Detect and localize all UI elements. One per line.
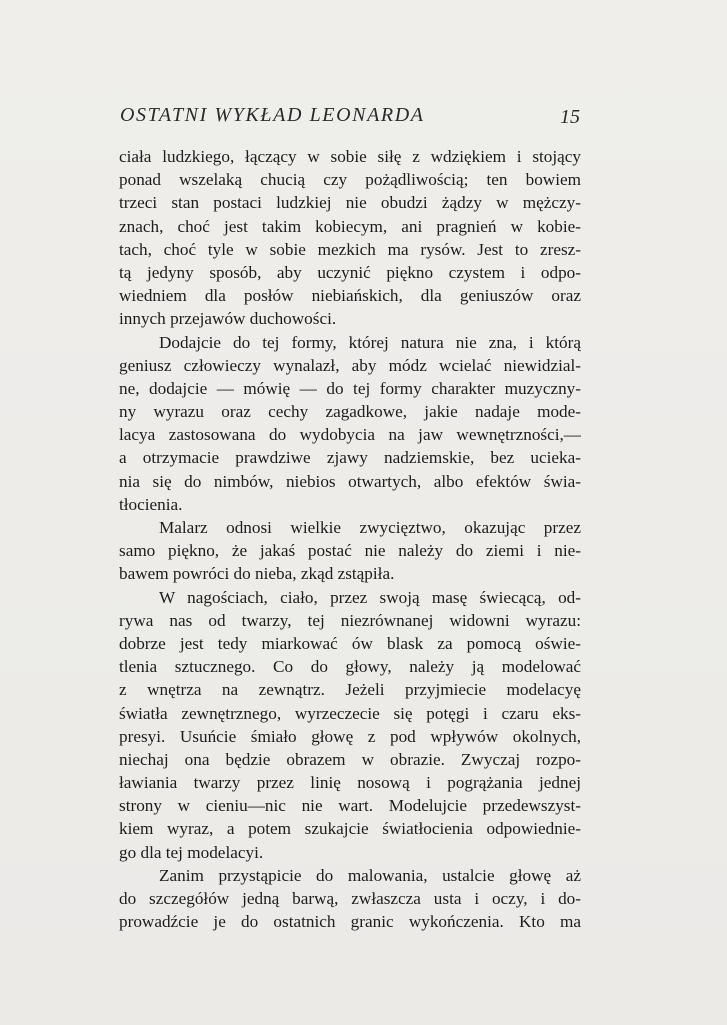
text-line: wiedniem dla posłów niebiańskich, dla geniuszów oraz <box>119 286 581 306</box>
text-line: ławiania twarzy przez linię nosową i pogrążania jednej <box>119 773 581 793</box>
text-line: go dla tej modelacyi. <box>119 842 264 862</box>
page-number: 15 <box>560 106 580 128</box>
text-line: do szczegółów jedną barwą, zwłaszcza usta i oczy, i do- <box>119 889 581 908</box>
text-line: ciała ludzkiego, łączący w sobie siłę z wdziękiem i stojący <box>119 147 581 166</box>
text-line: ny wyrazu oraz cechy zagadkowe, jakie nadaje mode- <box>119 402 581 422</box>
text-line: rywa nas od twarzy, tej niezrównanej widowni wyrazu: <box>119 610 581 630</box>
text-line: nia się do nimbów, niebios otwartych, albo efektów świa- <box>119 471 581 491</box>
text-line: geniusz człowieczy wynalazł, aby módz wcielać niewidzial- <box>119 355 581 375</box>
text-line: z wnętrza na zewnątrz. Jeżeli przyjmiecie modelacyę <box>119 680 581 700</box>
page-header <box>120 104 580 134</box>
text-line: ne, dodajcie — mówię — do tej formy charakter muzyczny- <box>119 378 581 398</box>
text-line: a otrzymacie prawdziwe zjawy nadziemskie, bez ucieka- <box>119 448 581 468</box>
text-line: trzeci stan postaci ludzkiej nie obudzi żądzy w mężczy- <box>119 193 581 213</box>
text-line: tach, choć tyle w sobie mezkich ma rysów. Jest to zresz- <box>119 239 581 259</box>
text-line: strony w cieniu—nic nie wart. Modelujcie przedewszyst- <box>119 796 581 816</box>
text-line: niechaj ona będzie obrazem w obrazie. Zwyczaj rozpo- <box>119 749 581 769</box>
text-line: kiem wyraz, a potem szukajcie światłocienia odpowiednie- <box>119 819 581 839</box>
text-line: lacya zastosowana do wydobycia na jaw wewnętrzności,— <box>119 425 581 445</box>
text-line: W nagościach, ciało, przez swoją masę świecącą, od- <box>159 587 581 607</box>
text-line: innych przejawów duchowości. <box>119 309 337 329</box>
text-line: presyi. Usuńcie śmiało głowę z pod wpływów okolnych, <box>119 726 581 746</box>
text-line: Dodajcie do tej formy, której natura nie zna, i którą <box>159 332 581 352</box>
text-line: ponad wszelaką chucią czy pożądliwością; ten bowiem <box>119 170 581 190</box>
text-line: tą jedyny sposób, aby uczynić piękno czystem i odpo- <box>119 262 581 282</box>
text-line: samo piękno, że jakaś postać nie należy do ziemi i nie- <box>119 541 581 561</box>
text-line: dobrze jest tedy miarkować ów blask za pomocą oświe- <box>119 633 581 653</box>
text-line: tłocienia. <box>119 494 183 514</box>
body-text <box>119 145 581 933</box>
text-line: Zanim przystąpicie do malowania, ustalcie głowę aż <box>159 865 581 885</box>
text-line: znach, choć jest takim kobiecym, ani pragnień w kobie- <box>119 216 581 236</box>
text-line: tlenia sztucznego. Co do głowy, należy ją modelować <box>119 657 581 677</box>
text-line: światła zewnętrznego, wyrzeczecie się potęgi i czaru eks- <box>119 703 581 723</box>
text-line: Malarz odnosi wielkie zwycięztwo, okazując przez <box>159 518 581 537</box>
text-line: bawem powróci do nieba, zkąd zstąpiła. <box>119 564 395 584</box>
running-title: OSTATNI WYKŁAD LEONARDA <box>120 104 425 126</box>
text-line: prowadźcie je do ostatnich granic wykończenia. Kto ma <box>119 912 581 932</box>
